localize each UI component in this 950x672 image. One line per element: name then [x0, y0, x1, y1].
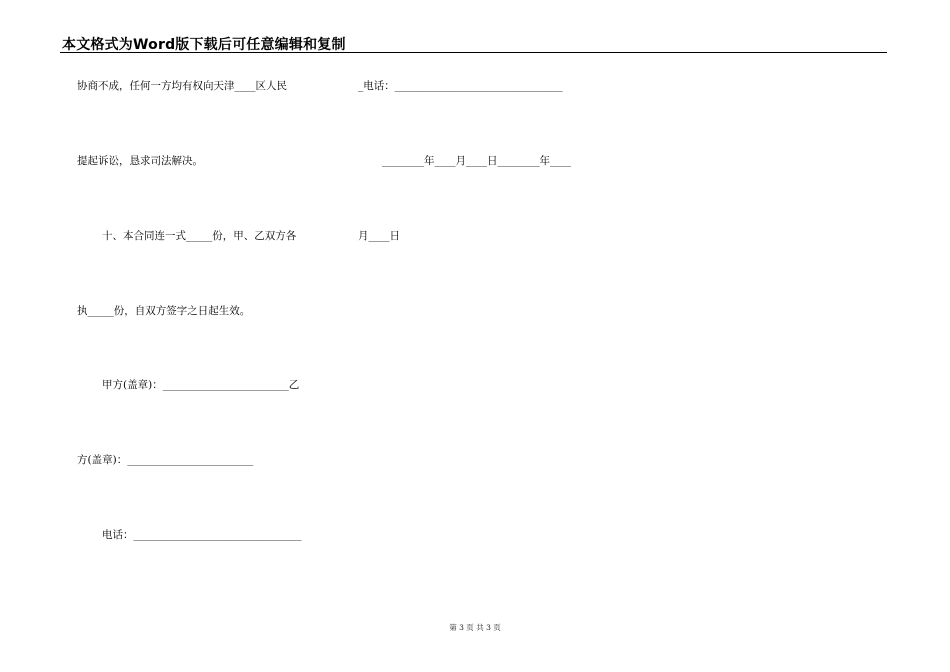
document-header-title: 本文格式为Word版下载后可任意编辑和复制 — [62, 37, 346, 53]
paragraph-line-3-right: 月____日 — [358, 230, 400, 242]
paragraph-line-4: 执_____份，自双方签字之日起生效。 — [77, 305, 251, 317]
header-divider — [60, 52, 887, 53]
party-a-seal-line: 甲方(盖章)：________________________乙 — [102, 379, 300, 391]
paragraph-line-3-left: 十、本合同连一式_____份，甲、乙双方各 — [102, 230, 297, 242]
paragraph-line-1-right: _电话：________________________________ — [358, 80, 563, 92]
phone-line: 电话：________________________________ — [102, 529, 302, 541]
party-b-seal-line: 方(盖章)：________________________ — [77, 454, 254, 466]
paragraph-line-2-left: 提起诉讼，恳求司法解决。 — [77, 155, 203, 167]
page-number-footer: 第 3 页 共 3 页 — [449, 623, 501, 632]
paragraph-line-2-right: ________年____月____日________年____ — [382, 155, 571, 167]
paragraph-line-1-left: 协商不成，任何一方均有权向天津____区人民 — [77, 80, 287, 92]
